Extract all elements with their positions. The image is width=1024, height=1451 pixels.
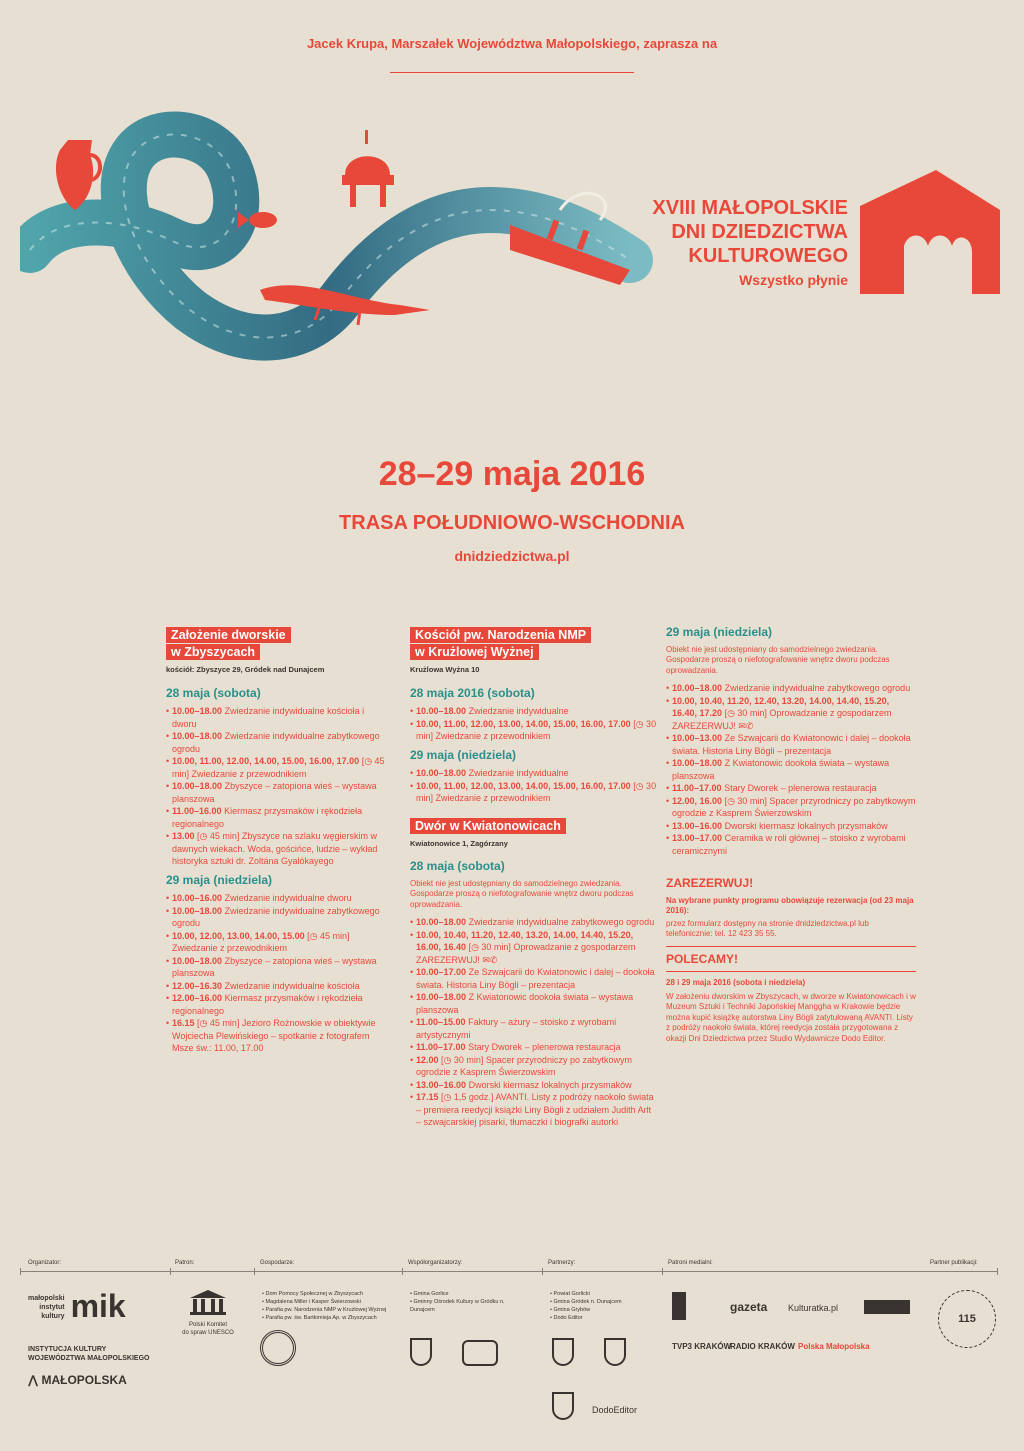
event-time: 10.00–18.00	[172, 781, 223, 791]
event-description: Zwiedzanie indywidualne dworu	[224, 893, 352, 903]
event-time: 10.00–13.00	[672, 733, 723, 743]
tvp3-logo: TVP3 KRAKÓW	[672, 1342, 732, 1351]
event-time: 12.00	[416, 1054, 439, 1065]
event-time: 16.15	[172, 1018, 195, 1028]
event-description: [◷ 30 min] Zwiedzanie z przewodnikiem	[416, 780, 657, 803]
wave-illustration	[20, 100, 660, 390]
footer-label: Patroni medialni:	[668, 1260, 713, 1266]
hosts-list	[262, 1290, 402, 1322]
event-item	[166, 905, 388, 930]
event-item	[166, 980, 388, 993]
unesco-line: Polski Komitet	[188, 1322, 227, 1328]
event-item	[410, 991, 658, 1016]
host-item: • Parafia pw. Narodzenia NMP w Krużlowej Wyżnej	[262, 1306, 402, 1314]
coat-of-arms-icon	[552, 1392, 574, 1420]
event-description: Zwiedzanie indywidualne kościoła	[224, 980, 360, 991]
dodo-editor-logo: DodoEditor	[592, 1405, 638, 1415]
invitation-text: Jacek Krupa, Marszałek Województwa Małopolskiego, zaprasza na	[306, 36, 718, 51]
venue-address: Krużlowa Wyżna 10	[410, 665, 480, 674]
event-time: 13.00–16.00	[416, 1079, 467, 1090]
festival-title-line: XVIII MAŁOPOLSKIE	[652, 197, 848, 219]
event-list	[666, 682, 916, 857]
event-list	[166, 705, 388, 868]
event-list	[166, 892, 388, 1055]
event-description: Zbyszyce – zatopiona wieś – wystawa planszowa	[172, 781, 377, 804]
gok-logo-icon	[462, 1340, 498, 1366]
event-description: Ze Szwajcarii do Kwiatonowic i dalej – dookoła świata. Historia Liny Bögli – prezentacja	[416, 967, 655, 990]
coat-of-arms-icon	[410, 1338, 432, 1366]
event-description: [◷ 45 min] Zwiedzanie z przewodnikiem	[172, 756, 385, 779]
event-time: 10.00–16.00	[172, 893, 223, 903]
house-logo-icon	[856, 166, 1004, 294]
partner-item: • Gmina Gródek n. Dunajcem	[550, 1298, 660, 1306]
temple-icon	[188, 1288, 228, 1316]
footer-label: Partnerzy:	[548, 1260, 576, 1266]
event-item	[166, 892, 388, 905]
day-heading: 29 maja (niedziela)	[666, 625, 773, 639]
mik-name: kultury	[41, 1313, 65, 1320]
event-time: 10.00, 11.00, 12.00, 13.00, 14.00, 15.00, 16.00, 17.00	[416, 718, 631, 729]
reserve-item: przez formularz dostępny na stronie dnidziedzictwa.pl lub	[666, 918, 869, 928]
festival-title	[600, 196, 848, 288]
media-logo-icon	[864, 1300, 910, 1314]
column-kruzlowa	[410, 626, 658, 1129]
radio-krakow-logo: RADIO KRAKÓW	[730, 1342, 795, 1351]
coat-of-arms-icon	[604, 1338, 626, 1366]
footer-label: Organizator:	[28, 1260, 62, 1266]
event-time: 13.00–16.00	[672, 820, 723, 831]
event-description: Dworski kiermasz lokalnych przysmaków	[724, 820, 888, 831]
event-time: 13.00–17.00	[672, 833, 723, 843]
event-description: [◷ 30 min] Spacer przyrodniczy po zabytkowym ogrodzie z Kasprem Świerzowskim	[672, 795, 916, 818]
coorganizer-item: • Gminny Ośrodek Kultury w Gródku n. Dunajcem	[410, 1298, 530, 1314]
event-time: 10.00–18.00	[416, 768, 467, 778]
event-time: 10.00–18.00	[172, 731, 223, 741]
event-time: 10.00–18.00	[172, 905, 223, 916]
institution-line: INSTYTUCJA KULTURY	[28, 1346, 107, 1353]
event-description: Stary Dworek – plenerowa restauracja	[468, 1042, 621, 1052]
event-description: [◷ 30 min] Zwiedzanie z przewodnikiem	[416, 718, 657, 741]
event-description: Kiermasz przysmaków i rękodzieła regionalnego	[172, 993, 363, 1016]
event-time: 10.00–18.00	[416, 992, 467, 1002]
footer-label: Gospodarze:	[260, 1260, 295, 1266]
event-description: Zwiedzanie indywidualne zabytkowego ogrodu	[468, 917, 655, 927]
event-list	[410, 705, 658, 743]
event-time: 10.00–18.00	[672, 758, 723, 768]
venue-title: Kościół pw. Narodzenia NMP	[410, 627, 591, 643]
coorganizers-list	[410, 1290, 530, 1314]
mik-name: instytut	[39, 1304, 65, 1311]
recommend-dates: 28 i 29 maja 2016 (sobota i niedziela)	[666, 978, 806, 987]
event-item	[166, 705, 388, 730]
coat-of-arms-icon	[552, 1338, 574, 1366]
event-description: Zwiedzanie indywidualne	[468, 768, 569, 778]
event-description: Z Kwiatonowic dookoła świata – wystawa planszowa	[416, 992, 634, 1015]
unesco-line: do spraw UNESCO	[182, 1330, 234, 1336]
event-description: Faktury – ażury – stoisko z wyrobami artystycznymi	[416, 1017, 617, 1040]
event-description: [◷ 45 min] Zbyszyce na szlaku węgierskim w dawnych wiekach. Woda, gościńce, ludzie – wykład historyka sztuki dr. Zoltána Gyalókayego	[172, 831, 378, 866]
event-item	[666, 782, 916, 795]
website-link[interactable]: dnidziedzictwa.pl	[454, 548, 570, 564]
event-time: 11.00–17.00	[672, 783, 722, 793]
institution-text	[28, 1345, 149, 1363]
partner-item: • Dodo Editor	[550, 1314, 660, 1322]
footer-divider	[20, 1271, 998, 1272]
jug-icon	[56, 140, 100, 210]
dome-icon	[342, 130, 394, 207]
event-dates: 28–29 maja 2016	[378, 455, 646, 493]
event-time: 10.00, 10.40, 11.20, 12.40, 13.20, 14.00, 14.40, 15.20, 16.00, 16.40	[416, 929, 634, 952]
event-item	[166, 930, 388, 955]
partners-list	[550, 1290, 660, 1322]
venue-address: kościół: Zbyszyce 29, Gródek nad Dunajcem	[166, 665, 325, 674]
event-list	[410, 916, 658, 1129]
route-title: TRASA POŁUDNIOWO-WSCHODNIA	[339, 512, 685, 534]
media-logo-icon	[672, 1292, 686, 1320]
event-time: 12.00, 16.00	[672, 795, 723, 806]
event-item	[166, 755, 388, 780]
event-item	[410, 1091, 658, 1129]
event-description: [◷ 45 min] Zwiedzanie z przewodnikiem	[172, 930, 350, 953]
recommend-heading: POLECAMY!	[666, 951, 738, 966]
event-time: 10.00, 11.00, 12.00, 14.00, 15.00, 16.00, 17.00	[172, 756, 360, 766]
reserve-item: telefonicznie: tel. 12 423 35 55.	[666, 929, 777, 938]
event-description: Ze Szwajcarii do Kwiatonowic i dalej – dookoła świata. Historia Liny Bögli – prezentacja	[672, 733, 911, 756]
visit-note: Obiekt nie jest udostępniany do samodzielnego zwiedzania. Gospodarze proszą o niefotografowanie wnętrz dworu podczas oprowadzania.	[666, 644, 890, 675]
event-item	[410, 718, 658, 743]
event-time: 10.00–18.00	[672, 683, 723, 693]
unesco-logo	[178, 1288, 238, 1337]
kulturatka-logo: Kulturatka.pl	[788, 1303, 839, 1313]
event-time: 10.00–18.00	[416, 706, 467, 716]
day-heading: 28 maja (sobota)	[410, 859, 505, 873]
venue-title: Dwór w Kwiatonowicach	[410, 818, 566, 834]
event-time: 13.00	[172, 831, 195, 841]
event-description: Zwiedzanie indywidualne zabytkowego ogrodu	[172, 905, 380, 928]
malopolska-text: MAŁOPOLSKA	[41, 1373, 127, 1387]
event-description: Zwiedzanie indywidualne zabytkowego ogrodu	[724, 683, 911, 693]
event-time: 12.00–16.30	[172, 980, 223, 991]
coorganizer-item: • Gmina Gorlice	[410, 1290, 530, 1298]
event-description: [◷ 30 min] Spacer przyrodniczy po zabytkowym ogrodzie z Kasprem Świerzowskim	[416, 1054, 632, 1077]
event-time: 10.00, 12.00, 13.00, 14.00, 15.00	[172, 930, 305, 941]
event-item	[166, 730, 388, 755]
event-time: 10.00–17.00	[416, 967, 467, 977]
event-item	[410, 705, 658, 718]
event-list	[410, 767, 658, 805]
event-time: 10.00–18.00	[172, 706, 223, 716]
festival-title-line: DNI DZIEDZICTWA	[671, 221, 848, 243]
event-time: 11.00–16.00	[172, 806, 222, 816]
event-item	[666, 820, 916, 833]
event-item	[666, 795, 916, 820]
event-description: Zwiedzanie indywidualne kościoła i dworu	[172, 706, 365, 729]
event-description: [◷ 45 min] Jezioro Rożnowskie w obiektywie Wojciecha Plewińskiego – spotkanie z fotografem Msze św.: 11.00, 17.00	[172, 1018, 376, 1053]
visit-note: Obiekt nie jest udostępniany do samodzielnego zwiedzania. Gospodarze proszą o niefotografowanie wnętrz dworu podczas oprowadzania.	[410, 878, 634, 909]
mik-mark: mik	[70, 1288, 126, 1324]
event-time: 11.00–17.00	[416, 1042, 466, 1052]
event-item	[166, 955, 388, 980]
event-item	[410, 1079, 658, 1092]
divider	[666, 971, 916, 972]
event-time: 10.00, 11.00, 12.00, 13.00, 14.00, 15.00, 16.00, 17.00	[416, 780, 631, 791]
event-time: 11.00–15.00	[416, 1017, 466, 1027]
event-item	[410, 1041, 658, 1054]
event-description: Stary Dworek – plenerowa restauracja	[724, 783, 877, 793]
day-heading: 28 maja (sobota)	[166, 685, 261, 700]
event-item	[666, 757, 916, 782]
event-item	[666, 732, 916, 757]
event-item	[410, 966, 658, 991]
malopolska-logo	[28, 1373, 127, 1387]
event-time: 10.00–18.00	[172, 955, 223, 966]
day-heading: 29 maja (niedziela)	[410, 747, 517, 762]
partner-item: • Powiat Gorlicki	[550, 1290, 660, 1298]
divider	[666, 946, 916, 947]
footer-label: Patron:	[175, 1260, 195, 1266]
venue-title: Założenie dworskie	[166, 627, 291, 643]
reserve-heading: ZAREZERWUJ!	[666, 876, 754, 890]
event-description: [◷ 30 min] Oprowadzanie z gospodarzem ZAREZERWUJ! ✉✆	[672, 708, 892, 731]
event-item	[166, 780, 388, 805]
seal-icon	[260, 1330, 296, 1366]
event-description: [◷ 30 min] Oprowadzanie z gospodarzem ZAREZERWUJ! ✉✆	[416, 942, 636, 965]
mik-logo	[28, 1290, 158, 1322]
host-item: • Dom Pomocy Społecznej w Zbyszycach	[262, 1290, 402, 1298]
festival-subtitle: Wszystko płynie	[739, 272, 848, 288]
host-item: • Magdalena Miller i Kasper Świerzowski	[262, 1298, 402, 1306]
event-description: [◷ 1,5 godz.] AVANTI. Listy z podróży naokoło świata – premiera reedycji książki Liny Bögli z udziałem Judith Arlt – szwajcarskiej pisarki, tłumaczki i biografki autorki	[416, 1092, 654, 1127]
day-heading: 28 maja 2016 (sobota)	[410, 685, 535, 700]
event-description: Dworski kiermasz lokalnych przysmaków	[468, 1079, 632, 1090]
venue-address: Kwiatonowice 1, Zagórzany	[410, 838, 508, 848]
day-heading: 29 maja (niedziela)	[166, 872, 273, 887]
event-item	[410, 916, 658, 929]
event-description: Zbyszyce – zatopiona wieś – wystawa planszowa	[172, 955, 377, 978]
event-description: Z Kwiatonowic dookoła świata – wystawa planszowa	[672, 758, 890, 781]
event-description: Zwiedzanie indywidualne	[468, 706, 569, 716]
event-description: Zwiedzanie indywidualne zabytkowego ogrodu	[172, 731, 380, 754]
anniversary-seal: 115	[938, 1290, 996, 1348]
event-item	[666, 695, 916, 733]
event-item	[166, 992, 388, 1017]
footer-label: Współorganizatorzy:	[408, 1260, 463, 1266]
venue-title: w Krużlowej Wyżnej	[410, 644, 539, 660]
event-item	[410, 780, 658, 805]
event-time: 17.15	[416, 1092, 439, 1102]
event-item	[166, 1017, 388, 1055]
venue-title: w Zbyszycach	[166, 644, 260, 660]
column-kwiatonowice-sunday	[666, 626, 916, 1050]
divider	[390, 72, 634, 73]
event-time: 10.00–18.00	[416, 917, 467, 927]
event-item	[666, 682, 916, 695]
event-item	[410, 1054, 658, 1079]
column-zbyszyce	[166, 626, 388, 1055]
event-item	[166, 830, 388, 868]
footer-label: Partner publikacji:	[930, 1260, 978, 1266]
partner-item: • Gmina Gryböw	[550, 1306, 660, 1314]
event-description: Ceramika w roli głównej – stoisko z wyrobami ceramicznymi	[672, 833, 906, 856]
host-item: • Parafia pw. św. Bartłomieja Ap. w Zbyszycach	[262, 1314, 402, 1322]
event-item	[410, 1016, 658, 1041]
institution-line: WOJEWÓDZTWA MAŁOPOLSKIEGO	[28, 1355, 150, 1362]
malopolska-icon: ⋀	[28, 1373, 42, 1387]
reserve-info: Na wybrane punkty programu obowiązuje rezerwacja (od 23 maja 2016):	[666, 895, 914, 915]
event-item	[410, 767, 658, 780]
event-description: Kiermasz przysmaków i rękodzieła regionalnego	[172, 806, 363, 829]
mik-name: małopolski	[28, 1295, 65, 1302]
event-item	[166, 805, 388, 830]
event-time: 12.00–16.00	[172, 993, 223, 1003]
polska-logo: Polska Małopolska	[798, 1342, 870, 1351]
event-item	[410, 929, 658, 967]
recommend-text: W założeniu dworskim w Zbyszycach, w dworze w Kwiatonowicach i w Muzeum Sztuki i Techniki Japońskiej Manggha w Krakowie będzie można kupić książkę autorstwa Liny Bögli zatytułowaną AVANTI. Listy z podróży naokoło świata, której reedycja została przygotowana z okazji Dni Dziedzictwa przez Studio Wydawnicze Dodo Editor.	[666, 991, 916, 1043]
gazeta-logo: gazeta	[730, 1300, 768, 1314]
event-item	[666, 832, 916, 857]
festival-title-line: KULTUROWEGO	[688, 245, 848, 267]
event-time: 10.00, 10.40, 11.20, 12.40, 13.20, 14.00, 14.40, 15.20, 16.40, 17.20	[672, 695, 890, 718]
